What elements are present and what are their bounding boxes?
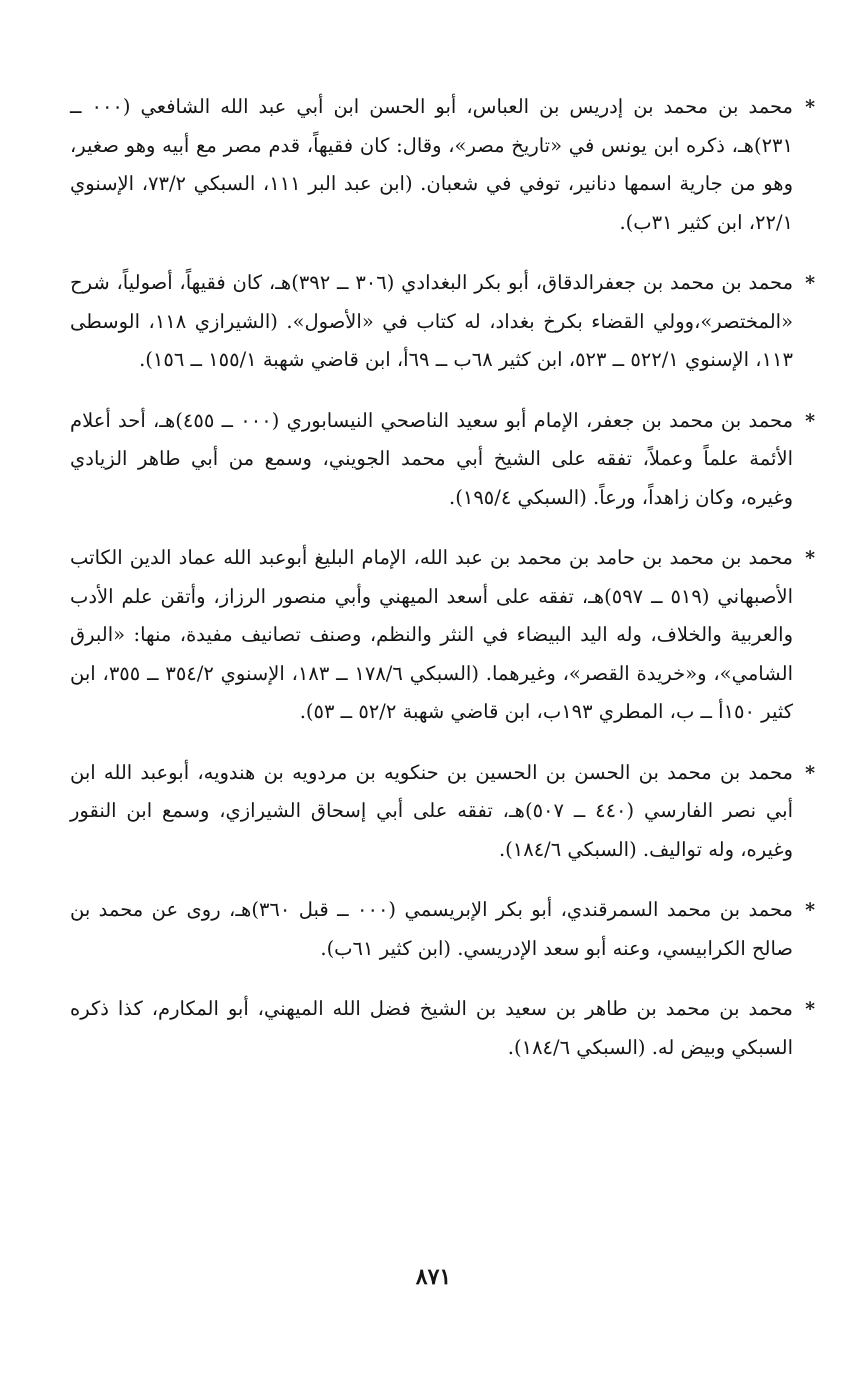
entries-list [70,88,815,1067]
entry-text: محمد بن محمد بن إدريس بن العباس، أبو الحسن ابن أبي عبد الله الشافعي (٠٠٠ ــ ٢٣١)هـ، ذكره ابن يونس في «تاريخ مصر»، وقال: كان فقيهاً، قدم مصر مع أبيه وهو صغير، وهو من جارية اسمها دنانير، توفي في شعبان. (ابن عبد البر ١١١، السبكي ٧٣/٢، الإسنوي ٢٢/١، ابن كثير ٣١ب). [70,95,794,234]
bullet-star: * [805,409,815,432]
bullet-star: * [805,547,815,569]
biography-entry [70,88,815,242]
biography-entry [70,539,815,732]
biography-entry [70,891,815,968]
bullet-star: * [805,96,815,118]
biography-entry [70,264,815,380]
bullet-star: * [805,272,815,294]
biography-entry [70,990,815,1067]
biography-entry [70,754,815,870]
entry-text: محمد بن محمد بن جعفرالدقاق، أبو بكر البغدادي (٣٠٦ ــ ٣٩٢)هـ، كان فقيهاً، أصولياً، شرح «المختصر»،وولي القضاء بكرخ بغداد، له كتاب في «الأصول». (الشيرازي ١١٨، الوسطى ١١٣، الإسنوي ٥٢٢/١ ــ ٥٢٣، ابن كثير ٦٨ب ــ ٦٩أ، ابن قاضي شهبة ١٥٥/١ ــ ١٥٦). [70,271,794,371]
entry-text: محمد بن محمد بن حامد بن محمد بن عبد الله، الإمام البليغ أبوعبد الله عماد الدين الكاتب الأصبهاني (٥١٩ ــ ٥٩٧)هـ، تفقه على أسعد الميهني وأبي منصور الرزاز، وأتقن علم الأدب والعربية والخلاف، وله اليد البيضاء في النثر والنظم، وصنف تصانيف مفيدة، منها: «البرق الشامي»، و«خريدة القصر»، وغيرهما. (السبكي ١٧٨/٦ ــ ١٨٣، الإسنوي ٣٥٤/٢ ــ ٣٥٥، ابن كثير ١٥٠أ ــ ب، المطري ١٩٣ب، ابن قاضي شهبة ٥٢/٢ ــ ٥٣). [70,546,794,723]
entry-text: محمد بن محمد بن جعفر، الإمام أبو سعيد الناصحي النيسابوري (٠٠٠ ــ ٤٥٥)هـ، أحد أعلام الأئمة علماً وعملاً، تفقه على الشيخ أبي محمد الجويني، وسمع من أبي طاهر الزيادي وغيره، وكان زاهداً، ورعاً. (السبكي ١٩٥/٤). [70,408,794,509]
bullet-star: * [805,998,815,1020]
entry-text: محمد بن محمد السمرقندي، أبو بكر الإبريسمي (٠٠٠ ــ قبل ٣٦٠)هـ، روى عن محمد بن صالح الكرابيسي، وعنه أبو سعد الإدريسي. (ابن كثير ٦١ب). [70,898,793,960]
bullet-star: * [805,899,815,921]
page-number: ٨٧١ [415,1264,452,1290]
entry-text: محمد بن محمد بن الحسن بن الحسين بن حنكويه بن مردويه بن هندويه، أبوعبد الله ابن أبي نصر الفارسي (٤٤٠ ــ ٥٠٧)هـ، تفقه على أبي إسحاق الشيرازي، وسمع ابن النقور وغيره، وله تواليف. (السبكي ١٨٤/٦). [70,760,794,861]
biography-entry [70,402,815,518]
entry-text: محمد بن محمد بن طاهر بن سعيد بن الشيخ فضل الله الميهني، أبو المكارم، كذا ذكره السبكي وبيض له. (السبكي ١٨٤/٦). [70,997,793,1059]
bullet-star: * [805,761,815,784]
